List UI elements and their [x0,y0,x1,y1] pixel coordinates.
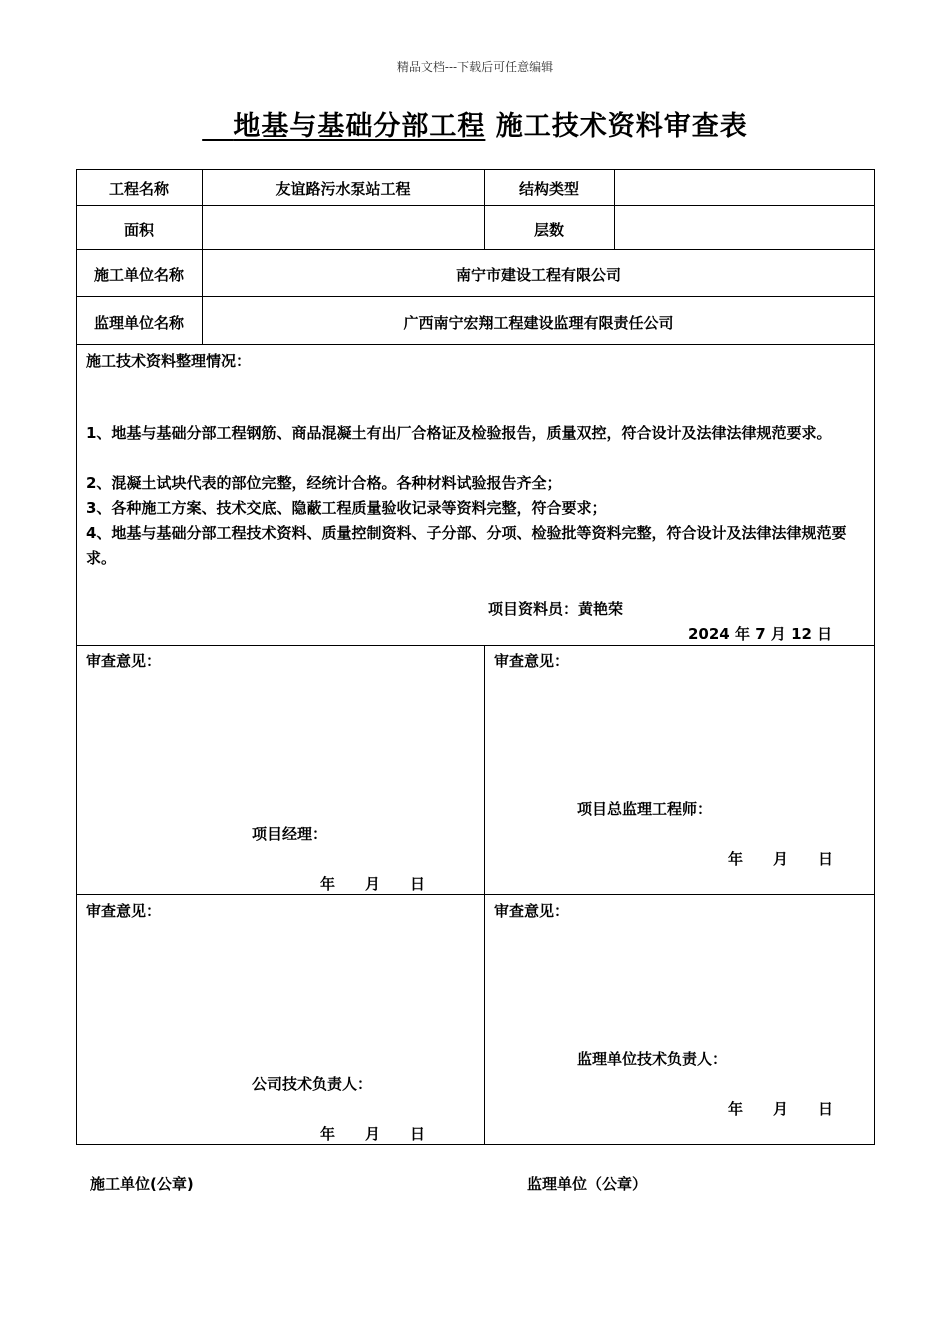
supervisor-value: 广西南宁宏翔工程建设监理有限责任公司 [403,314,674,332]
structure-type-label: 结构类型 [518,180,579,198]
contractor-seal-label: 施工单位(公章) [90,1175,194,1193]
title-rest: 施工技术资料审查表 [495,111,748,142]
contractor-label: 施工单位名称 [93,266,184,284]
review-date: 年 月 日 [728,1100,834,1118]
review-opinion-label: 审查意见： [494,902,570,920]
row-divider [76,894,875,895]
supervisor-tech-lead-label: 监理单位技术负责人： [577,1050,728,1068]
review-date: 年 月 日 [320,1125,426,1143]
project-name-label: 工程名称 [108,180,169,198]
contractor-value: 南宁市建设工程有限公司 [455,266,621,284]
row-divider [76,296,875,297]
header-note: 精品文档---下载后可任意编辑 [396,60,554,74]
summary-date: 2024 年 7 月 12 日 [688,625,833,643]
project-name-value: 友谊路污水泵站工程 [275,180,411,198]
summary-heading: 施工技术资料整理情况： [86,352,252,370]
company-tech-lead-label: 公司技术负责人： [252,1075,373,1093]
row-divider [76,249,875,250]
row-divider [76,344,875,345]
page-title [0,104,950,143]
col-divider [614,169,615,249]
review-opinion-label: 审查意见： [86,902,162,920]
row-divider [76,645,875,646]
summary-item: 2、混凝土试块代表的部位完整，经统计合格。各种材料试验报告齐全； [86,474,562,492]
project-manager-label: 项目经理： [252,825,328,843]
floors-label: 层数 [533,221,564,239]
chief-supervisor-label: 项目总监理工程师： [577,800,713,818]
summary-item: 3、各种施工方案、技术交底、隐蔽工程质量验收记录等资料完整，符合要求； [86,499,607,517]
row-divider [76,205,875,206]
review-date: 年 月 日 [728,850,834,868]
summary-item: 4、地基与基础分部工程技术资料、质量控制资料、子分部、分项、检验批等资料完整，符合设计及法律法律规范要求。 [86,524,847,567]
supervisor-seal-label: 监理单位（公章） [527,1175,648,1193]
summary-signer: 项目资料员：黄艳荣 [488,600,624,618]
area-label: 面积 [123,221,154,239]
review-opinion-label: 审查意见： [86,652,162,670]
review-opinion-label: 审查意见： [494,652,570,670]
supervisor-label: 监理单位名称 [93,314,184,332]
summary-item: 1、地基与基础分部工程钢筋、商品混凝土有出厂合格证及检验报告，质量双控，符合设计及法律法律规范要求。 [86,424,832,442]
title-underlined: 地基与基础分部工程 [233,111,486,142]
review-date: 年 月 日 [320,875,426,893]
col-divider [484,645,485,1145]
